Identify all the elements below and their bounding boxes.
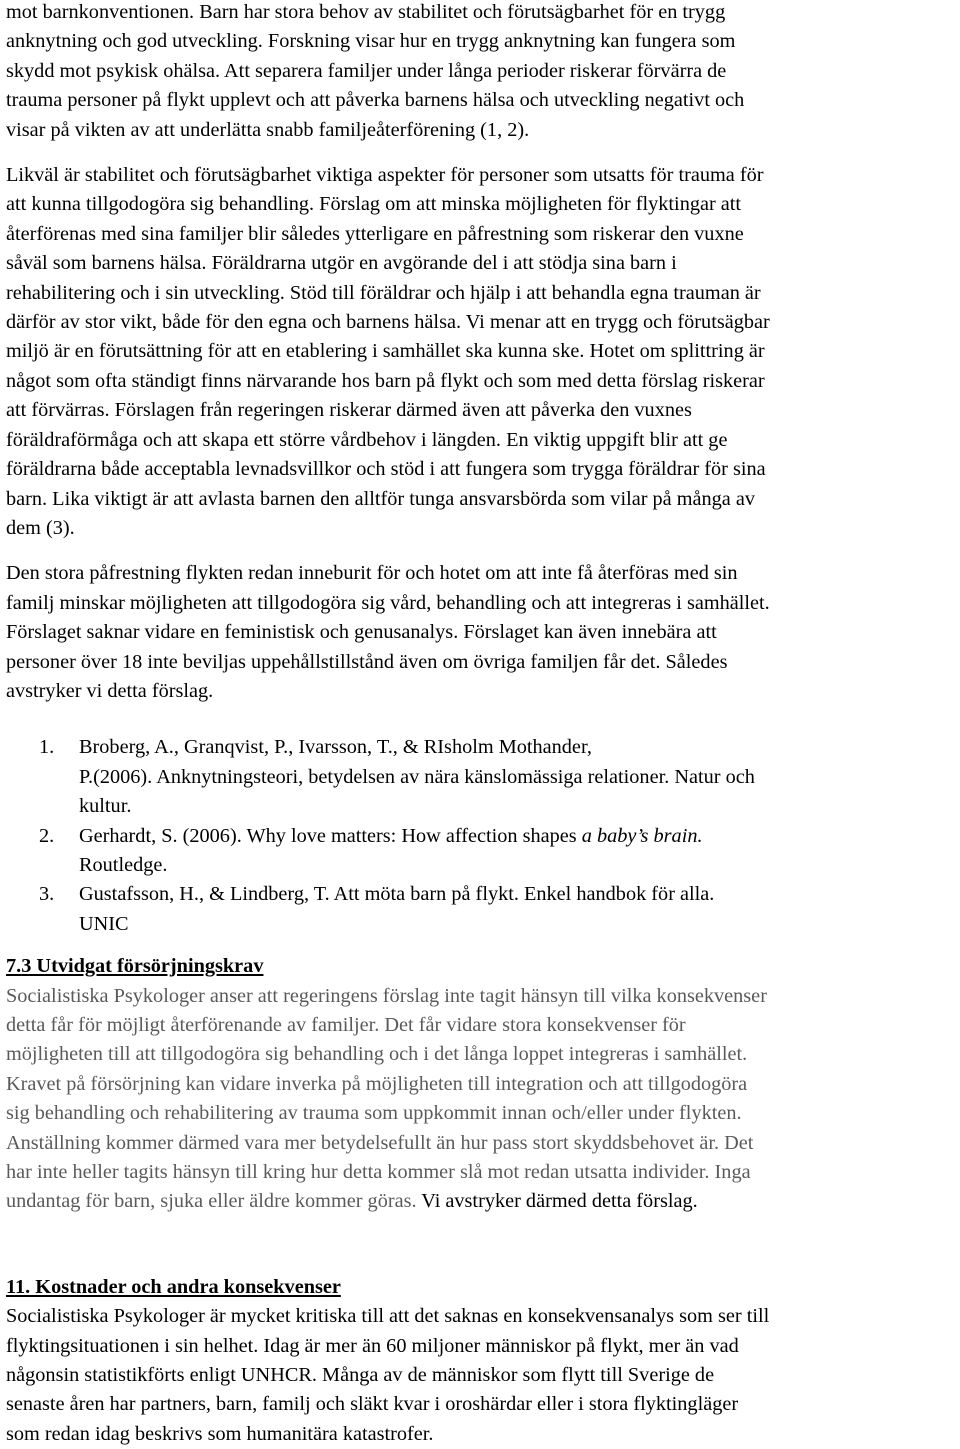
- text-line: Socialistiska Psykologer anser att regeringens förslag inte tagit hänsyn till vilka konsekvenser: [6, 984, 767, 1007]
- reference-item: [6, 822, 956, 881]
- text-line: trauma personer på flykt upplevt och att påverka barnens hälsa och utveckling negativt och: [6, 89, 745, 112]
- text-line: UNIC: [79, 912, 129, 935]
- text-line: att kunna tillgodogöra sig behandling. Förslag om att minska möjligheten för flyktingar att: [6, 193, 742, 216]
- text-line: skydd mot psykisk ohälsa. Att separera familjer under långa perioder riskerar förvärra de: [6, 59, 727, 82]
- text-line: dem (3).: [6, 516, 75, 539]
- section-7-3-body: [6, 982, 956, 1217]
- text-line: visar på vikten av att underlätta snabb familjeåterförening (1, 2).: [6, 118, 530, 141]
- reference-text: Gerhardt, S. (2006). Why love matters: How affection shapes: [79, 824, 582, 847]
- text-line: senaste åren har partners, barn, familj och släkt kvar i oroshärdar eller i stora flyktingläger: [6, 1393, 739, 1416]
- text-line: något som ofta ständigt finns närvarande hos barn på flykt och som med detta förslag riskerar: [6, 369, 765, 392]
- text-line: Kravet på försörjning kan vidare inverka på möjligheten till integration och att tillgodogöra: [6, 1072, 748, 1095]
- paragraph-1: [6, 0, 956, 145]
- text-line: detta får för möjligt återförenande av familjer. Det får vidare stora konsekvenser för: [6, 1014, 686, 1036]
- document-page: [6, 0, 956, 1449]
- paragraph-3: [6, 559, 956, 706]
- section-heading-7-3: [6, 952, 956, 981]
- reference-title-italic: a baby’s brain.: [581, 824, 703, 847]
- text-line: Socialistiska Psykologer är mycket kritiska till att det saknas en konsekvensanalys som ser till: [6, 1305, 770, 1328]
- text-line: Gustafsson, H., & Lindberg, T. Att möta barn på flykt. Enkel handbok för alla.: [79, 883, 715, 906]
- text-line: Förslaget saknar vidare en feministisk och genusanalys. Förslaget kan även innebära att: [6, 621, 717, 644]
- heading-title: 11. Kostnader och andra konsekvenser: [6, 1275, 341, 1298]
- paragraph-2: [6, 161, 956, 543]
- text-line: såväl som barnens hälsa. Föräldrarna utgör en avgörande del i att stödja sina barn i: [6, 252, 677, 275]
- text-line: kultur.: [79, 795, 132, 818]
- text-line: någonsin statistikförts enligt UNHCR. Många av de människor som flytt till Sverige de: [6, 1364, 715, 1387]
- text-line: [79, 822, 956, 851]
- text-line: avstryker vi detta förslag.: [6, 679, 214, 702]
- reference-item: [6, 733, 956, 821]
- text-line: sig behandling och rehabilitering av trauma som uppkommit innan och/eller under flykten.: [6, 1102, 742, 1125]
- conclusion-text: Vi avstryker därmed detta förslag.: [421, 1190, 698, 1213]
- text-line: familj minskar möjligheten att tillgodogöra sig vård, behandling och att integreras i samhället.: [6, 591, 770, 614]
- text-line: Routledge.: [79, 853, 168, 876]
- reference-number: 2.: [39, 824, 55, 847]
- section-11-body: [6, 1302, 956, 1449]
- text-line: föräldraförmåga och att skapa ett större vårdbehov i längden. En viktig uppgift blir att ge: [6, 428, 728, 451]
- text-line: P.(2006). Anknytningsteori, betydelsen av nära känslomässiga relationer. Natur och: [79, 765, 755, 788]
- text-line: Den stora påfrestning flykten redan inneburit för och hotet om att inte få återföras med sin: [6, 562, 738, 585]
- reference-number: 3.: [39, 883, 55, 906]
- heading-title: 3 Utvidgat försörjningskrav: [21, 955, 264, 978]
- text-line: har inte heller tagits hänsyn till kring hur detta kommer slå mot redan utsatta individer. Inga: [6, 1161, 751, 1184]
- text-line: mot barnkonventionen. Barn har stora behov av stabilitet och förutsägbarhet för en trygg: [6, 1, 726, 23]
- text-line: personer över 18 inte beviljas uppehållstillstånd även om övriga familjen får det. Således: [6, 650, 728, 673]
- reference-list: [6, 733, 956, 939]
- text-line: Likväl är stabilitet och förutsägbarhet viktiga aspekter för personer som utsatts för trauma för: [6, 164, 764, 187]
- text-line: Anställning kommer därmed vara mer betydelsefullt än hur pass stort skyddsbehovet är. Det: [6, 1131, 754, 1154]
- text-line: flyktingsituationen i sin helhet. Idag är mer än 60 miljoner människor på flykt, mer än vad: [6, 1334, 739, 1357]
- text-line: anknytning och god utveckling. Forskning visar hur en trygg anknytning kan fungera som: [6, 30, 736, 53]
- grey-text: undantag för barn, sjuka eller äldre kommer göras.: [6, 1190, 422, 1213]
- text-line: som redan idag beskrivs som humanitära katastrofer.: [6, 1422, 434, 1445]
- reference-number: 1.: [39, 736, 55, 759]
- reference-item: [6, 880, 956, 939]
- text-line: barn. Lika viktigt är att avlasta barnen den alltför tunga ansvarsbörda som vilar på många av: [6, 487, 756, 510]
- text-line: föräldrarna både acceptabla levnadsvillkor och stöd i att fungera som trygga föräldrar för sina: [6, 458, 766, 481]
- heading-prefix: 7.: [6, 955, 22, 978]
- text-line: rehabilitering och i sin utveckling. Stöd till föräldrar och hjälp i att behandla egna trauman är: [6, 281, 761, 304]
- section-heading-11: [6, 1273, 956, 1302]
- text-line: därför av stor vikt, både för den egna och barnens hälsa. Vi menar att en trygg och förutsägbar: [6, 311, 770, 334]
- text-line: att förvärras. Förslagen från regeringen riskerar därmed även att påverka den vuxnes: [6, 399, 692, 422]
- text-line: återförenas med sina familjer blir således ytterligare en påfrestning som riskerar den vuxne: [6, 222, 744, 245]
- text-line: Broberg, A., Granqvist, P., Ivarsson, T., & RIsholm Mothander,: [79, 736, 592, 759]
- text-line: möjligheten till att tillgodogöra sig behandling och i det långa loppet integreras i samhället.: [6, 1043, 748, 1066]
- text-line: [6, 1187, 956, 1216]
- text-line: miljö är en förutsättning för att en etablering i samhället ska kunna ske. Hotet om splittring är: [6, 340, 765, 363]
